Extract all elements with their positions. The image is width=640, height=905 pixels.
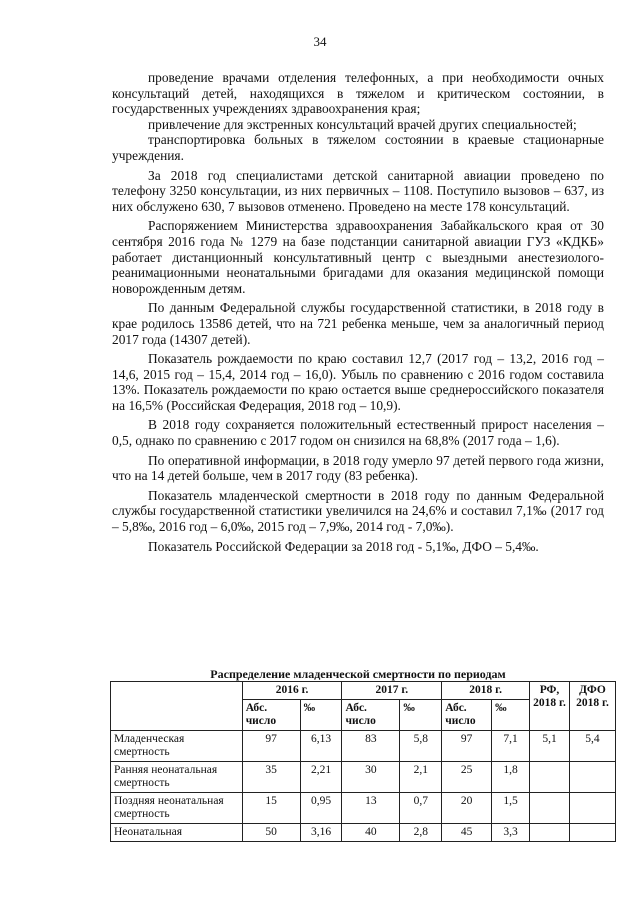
paragraph: Показатель младенческой смертности в 2018 году по данным Федеральной службы государственной статистики увеличился на 24,6% и составил 7,1‰ (2017 год – 5,8‰, 2016 год – 6,0‰, 2015 год – 7,9‰, 2014 год - 7,0‰).	[112, 487, 604, 535]
cell	[569, 793, 615, 824]
paragraph: привлечение для экстренных консультаций врачей других специальностей;	[148, 116, 577, 132]
header-abs: Абс. число	[442, 700, 492, 731]
header-abs: Абс. число	[242, 700, 300, 731]
paragraph: транспортировка больных в тяжелом состоянии в краевые стационарные учреждения.	[112, 132, 604, 163]
body-text	[112, 70, 604, 554]
cell	[569, 762, 615, 793]
cell: 30	[342, 762, 400, 793]
cell: 2,8	[400, 824, 442, 842]
cell	[569, 824, 615, 842]
header-empty	[111, 682, 243, 731]
cell: 35	[242, 762, 300, 793]
paragraph: Показатель Российской Федерации за 2018 год - 5,1‰, ДФО – 5,4‰.	[148, 538, 539, 554]
cell: 20	[442, 793, 492, 824]
row-label: Ранняя неонатальная смертность	[111, 762, 243, 793]
paragraph: По оперативной информации, в 2018 году умерло 97 детей первого года жизни, что на 14 детей больше, чем в 2017 году (83 ребенка).	[112, 452, 604, 484]
cell: 13	[342, 793, 400, 824]
header-permille: ‰	[400, 700, 442, 731]
infant-mortality-table	[110, 681, 616, 842]
cell: 5,8	[400, 731, 442, 762]
page-number: 34	[313, 34, 327, 49]
cell: 97	[442, 731, 492, 762]
cell: 25	[442, 762, 492, 793]
cell: 83	[342, 731, 400, 762]
header-abs: Абс. число	[342, 700, 400, 731]
cell: 50	[242, 824, 300, 842]
paragraph: По данным Федеральной службы государственной статистики, в 2018 году в крае родилось 13586 детей, что на 721 ребенка меньше, чем за аналогичный период 2017 года (14307 детей).	[112, 300, 604, 347]
paragraph: проведение врачами отделения телефонных, а при необходимости очных консультаций детей, находящихся в тяжелом и критическом состоянии, в государственных учреждениях здравоохранения края;	[112, 70, 604, 117]
cell: 5,4	[569, 731, 615, 762]
cell	[530, 793, 570, 824]
cell: 7,1	[492, 731, 530, 762]
cell: 1,5	[492, 793, 530, 824]
cell: 1,8	[492, 762, 530, 793]
cell	[530, 824, 570, 842]
cell: 3,3	[492, 824, 530, 842]
cell: 0,95	[300, 793, 342, 824]
cell: 2,1	[400, 762, 442, 793]
header-year: 2016 г.	[242, 682, 342, 700]
table-row	[111, 793, 616, 824]
table-title: Распределение младенческой смертности по периодам	[210, 667, 506, 681]
paragraph: За 2018 год специалистами детской санитарной авиации проведено по телефону 3250 консультации, из них первичных – 1108. Поступило вызовов – 637, из них обслужено 630, 7 вызовов отменено. Проведено на месте 178 консультаций.	[112, 167, 604, 214]
paragraph: Распоряжением Министерства здравоохранения Забайкальского края от 30 сентября 2016 года № 1279 на базе подстанции санитарной авиации ГУЗ «КДКБ» работает дистанционный консультативный центр с выездными анестезиолого-реанимационными неонатальными бригадами для оказания медицинской помощи новорожденным детям.	[112, 218, 604, 296]
table-row	[111, 762, 616, 793]
cell: 6,13	[300, 731, 342, 762]
cell: 2,21	[300, 762, 342, 793]
header-year: 2017 г.	[342, 682, 442, 700]
table-header-row	[111, 682, 616, 700]
paragraph: В 2018 году сохраняется положительный естественный прирост населения – 0,5, однако по сравнению с 2017 годом он снизился на 68,8% (2017 года – 1,6).	[112, 417, 604, 449]
cell: 45	[442, 824, 492, 842]
cell: 3,16	[300, 824, 342, 842]
table-row	[111, 824, 616, 842]
cell: 97	[242, 731, 300, 762]
cell: 5,1	[530, 731, 570, 762]
header-permille: ‰	[300, 700, 342, 731]
table-row	[111, 731, 616, 762]
header-dfo: ДФО 2018 г.	[569, 682, 615, 731]
header-year: 2018 г.	[442, 682, 530, 700]
header-rf: РФ, 2018 г.	[530, 682, 570, 731]
cell: 0,7	[400, 793, 442, 824]
cell: 40	[342, 824, 400, 842]
cell	[530, 762, 570, 793]
header-permille: ‰	[492, 700, 530, 731]
row-label: Младенческая смертность	[111, 731, 243, 762]
row-label: Поздняя неонатальная смертность	[111, 793, 243, 824]
row-label: Неонатальная	[111, 824, 243, 842]
paragraph: Показатель рождаемости по краю составил 12,7 (2017 год – 13,2, 2016 год – 14,6, 2015 год – 15,4, 2014 год – 16,0). Убыль по сравнению с 2016 годом составила 13%. Показатель рождаемости по краю остается выше среднероссийского показателя на 16,5% (Российская Федерация, 2018 год – 10,9).	[112, 351, 604, 413]
cell: 15	[242, 793, 300, 824]
